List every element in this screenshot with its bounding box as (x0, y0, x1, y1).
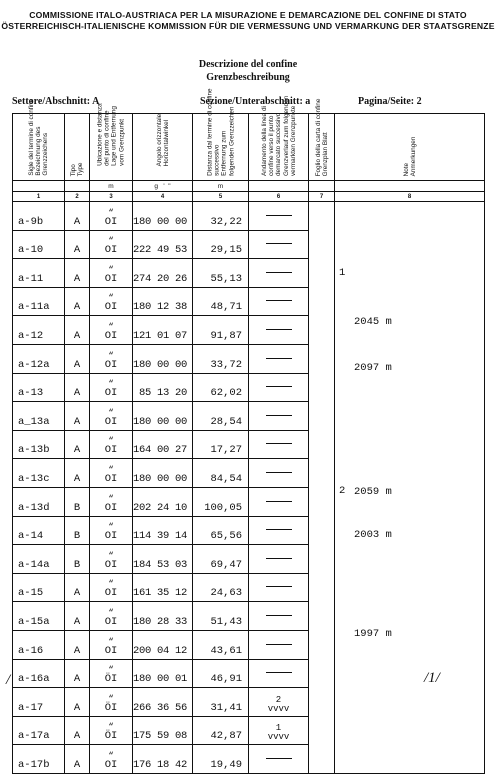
sheet-cell (309, 344, 335, 373)
sector-value: A (92, 96, 100, 107)
notes-cell (335, 430, 485, 459)
marker-location: “ OI (90, 573, 133, 602)
marker-type: A (65, 688, 90, 717)
marker-id: a-15 (13, 573, 65, 602)
page-value: 2 (416, 96, 422, 107)
marker-id: a_13a (13, 402, 65, 431)
table-row (13, 202, 485, 231)
table-row (13, 316, 485, 345)
marker-location: “ OI (90, 344, 133, 373)
marker-id: a-16 (13, 630, 65, 659)
sheet-cell (309, 202, 335, 231)
distance-value: 28,54 (193, 402, 249, 431)
boundary-course (249, 487, 309, 516)
marker-id: a-13b (13, 430, 65, 459)
marker-id: a-14a (13, 545, 65, 574)
boundary-course (249, 287, 309, 316)
horizontal-angle: 222 49 53 (133, 230, 193, 259)
column-header-type: Tipo Type (65, 114, 90, 181)
marker-location: “ OI (90, 202, 133, 231)
horizontal-angle: 184 53 03 (133, 545, 193, 574)
note-elevation: 2045 m (354, 316, 392, 328)
boundary-course (249, 545, 309, 574)
marker-location: “ OI (90, 316, 133, 345)
marker-location: “ ÖI (90, 688, 133, 717)
marker-id: a-11 (13, 259, 65, 288)
sheet-cell (309, 630, 335, 659)
marker-location: “ OI (90, 487, 133, 516)
document-title-it: Descrizione del confine (198, 59, 298, 70)
column-header-location: Ubicazione e distanza del punto di confine Lage und Entfernung vom Grenzpunkt (90, 114, 133, 181)
marker-id: a-13d (13, 487, 65, 516)
distance-value: 48,71 (193, 287, 249, 316)
marker-type: A (65, 459, 90, 488)
sheet-number: 2 (339, 485, 346, 497)
marker-type: A (65, 630, 90, 659)
horizontal-angle: 180 00 01 (133, 659, 193, 688)
notes-cell (335, 545, 485, 574)
marker-id: a-10 (13, 230, 65, 259)
marker-location: “ OI (90, 287, 133, 316)
page-label: Pagina/Seite: (358, 96, 415, 107)
table-row (13, 745, 485, 774)
distance-value: 32,22 (193, 202, 249, 231)
table-row (13, 402, 485, 431)
table-row (13, 716, 485, 745)
marker-location: “ OI (90, 373, 133, 402)
marker-id: a-17 (13, 688, 65, 717)
column-header-course: Andamento della linea di confine verso il punto demarcato successivo Grenzverlauf zum folgenden vermarkten Grenzpunkte (249, 114, 309, 181)
boundary-course (249, 659, 309, 688)
marker-type: A (65, 659, 90, 688)
subsector-label: Sezione/Unterabschnitt: (200, 96, 303, 107)
marker-id: a-17b (13, 745, 65, 774)
table-row (13, 659, 485, 688)
notes-cell (335, 602, 485, 631)
marker-type: A (65, 373, 90, 402)
marker-id: a-12a (13, 344, 65, 373)
boundary-course (249, 459, 309, 488)
distance-value: 31,41 (193, 688, 249, 717)
sheet-cell (309, 316, 335, 345)
marker-type: A (65, 259, 90, 288)
notes-cell (335, 202, 485, 231)
notes-cell (335, 659, 485, 688)
marker-location: “ OI (90, 745, 133, 774)
distance-value: 62,02 (193, 373, 249, 402)
sheet-cell (309, 602, 335, 631)
horizontal-angle: 175 59 08 (133, 716, 193, 745)
marker-location: “ OI (90, 402, 133, 431)
units-row (13, 181, 485, 192)
notes-cell (335, 688, 485, 717)
sheet-cell (309, 259, 335, 288)
notes-cell (335, 745, 485, 774)
unit-location: m (90, 181, 133, 192)
marker-id: a-13c (13, 459, 65, 488)
sheet-cell (309, 430, 335, 459)
sector-field (12, 96, 99, 107)
distance-value: 84,54 (193, 459, 249, 488)
column-header-distance: Distanza dal termine di confine successivo Entfernung zum folgenden Grenzzeichen (193, 114, 249, 181)
marker-type: A (65, 745, 90, 774)
marker-id: a-13 (13, 373, 65, 402)
page-field (358, 96, 422, 107)
marker-location: “ OI (90, 459, 133, 488)
marker-location: “ OI (90, 230, 133, 259)
commission-title-de: ÖSTERREICHISCH-ITALIENISCHE KOMMISSION FÜR DIE VERMESSUNG UND VERMARKUNG DER STAATSGRENZE (1, 21, 495, 31)
boundary-course (249, 630, 309, 659)
marker-type: A (65, 430, 90, 459)
marker-location: “ ÖI (90, 659, 133, 688)
distance-value: 17,27 (193, 430, 249, 459)
sheet-cell (309, 688, 335, 717)
boundary-course (249, 573, 309, 602)
table-row (13, 287, 485, 316)
column-header-sheet: Foglio della carta di confine Grenzplan Blatt (309, 114, 335, 181)
column-header-angle: Angolo orizzontale Horizontalwinkel (133, 114, 193, 181)
marker-id: a-11a (13, 287, 65, 316)
horizontal-angle: 274 20 26 (133, 259, 193, 288)
notes-cell (335, 459, 485, 488)
distance-value: 29,15 (193, 230, 249, 259)
boundary-course (249, 402, 309, 431)
distance-value: 55,13 (193, 259, 249, 288)
distance-value: 69,47 (193, 545, 249, 574)
marker-id: a-12 (13, 316, 65, 345)
marker-location: “ OI (90, 430, 133, 459)
horizontal-angle: 200 04 12 (133, 630, 193, 659)
marker-location: “ OI (90, 602, 133, 631)
marker-type: A (65, 287, 90, 316)
column-numbers-row: 1 2 3 4 5 6 7 8 (13, 192, 485, 202)
boundary-course (249, 259, 309, 288)
boundary-course: 1 vvvv (249, 716, 309, 745)
boundary-course (249, 202, 309, 231)
marker-type: B (65, 545, 90, 574)
notes-cell (335, 373, 485, 402)
column-header-notes: Note Anmerkungen (335, 114, 485, 181)
distance-value: 91,87 (193, 316, 249, 345)
distance-value: 51,43 (193, 602, 249, 631)
boundary-course (249, 316, 309, 345)
sheet-cell (309, 573, 335, 602)
marker-location: “ OI (90, 516, 133, 545)
sheet-cell (309, 716, 335, 745)
distance-value: 100,05 (193, 487, 249, 516)
horizontal-angle: 164 00 27 (133, 430, 193, 459)
horizontal-angle: 180 00 00 (133, 344, 193, 373)
marker-id: a-17a (13, 716, 65, 745)
horizontal-angle: 180 12 38 (133, 287, 193, 316)
boundary-course (249, 430, 309, 459)
distance-value: 42,87 (193, 716, 249, 745)
boundary-course: 2 vvvv (249, 688, 309, 717)
horizontal-angle: 180 00 00 (133, 202, 193, 231)
marker-type: A (65, 316, 90, 345)
horizontal-angle: 121 01 07 (133, 316, 193, 345)
distance-value: 24,63 (193, 573, 249, 602)
boundary-course (249, 745, 309, 774)
marker-location: “ OI (90, 259, 133, 288)
sheet-number: 1 (339, 267, 346, 279)
horizontal-angle: 180 00 00 (133, 402, 193, 431)
horizontal-angle: 85 13 20 (133, 373, 193, 402)
notes-cell (335, 259, 485, 288)
sheet-cell (309, 402, 335, 431)
marker-type: B (65, 487, 90, 516)
distance-value: 46,91 (193, 659, 249, 688)
note-elevation: 2003 m (354, 529, 392, 541)
notes-cell (335, 402, 485, 431)
marker-location: “ OI (90, 630, 133, 659)
commission-title-it: COMMISSIONE ITALO-AUSTRIACA PER LA MISURAZIONE E DEMARCAZIONE DEL CONFINE DI STATO (29, 10, 467, 20)
table-row (13, 230, 485, 259)
marker-location: “ ÖI (90, 716, 133, 745)
notes-cell (335, 287, 485, 316)
table-row (13, 573, 485, 602)
horizontal-angle: 114 39 14 (133, 516, 193, 545)
sheet-cell (309, 459, 335, 488)
distance-value: 43,61 (193, 630, 249, 659)
marker-type: A (65, 402, 90, 431)
note-elevation: 1997 m (354, 628, 392, 640)
sector-label: Settore/Abschnitt: (12, 96, 91, 107)
sheet-cell (309, 287, 335, 316)
subsector-value: a (305, 96, 311, 107)
sheet-cell (309, 659, 335, 688)
table-row (13, 545, 485, 574)
sheet-cell (309, 545, 335, 574)
horizontal-angle: 202 24 10 (133, 487, 193, 516)
table-row (13, 630, 485, 659)
note-elevation: 2097 m (354, 362, 392, 374)
table-row (13, 430, 485, 459)
notes-cell (335, 230, 485, 259)
table-row (13, 344, 485, 373)
unit-angle: g ' " (133, 181, 193, 192)
horizontal-angle: 180 00 00 (133, 459, 193, 488)
marker-type: B (65, 516, 90, 545)
unit-distance: m (193, 181, 249, 192)
marker-type: A (65, 202, 90, 231)
marker-type: A (65, 344, 90, 373)
distance-value: 33,72 (193, 344, 249, 373)
sheet-cell (309, 230, 335, 259)
table-row (13, 516, 485, 545)
marker-type: A (65, 716, 90, 745)
horizontal-angle: 161 35 12 (133, 573, 193, 602)
document-title-de: Grenzbeschreibung (206, 72, 290, 83)
distance-value: 19,49 (193, 745, 249, 774)
marker-id: a-16a (13, 659, 65, 688)
marker-id: a-9b (13, 202, 65, 231)
boundary-course (249, 373, 309, 402)
table-row (13, 459, 485, 488)
horizontal-angle: 266 36 56 (133, 688, 193, 717)
marker-id: a-14 (13, 516, 65, 545)
marker-location: “ OI (90, 545, 133, 574)
sheet-cell (309, 487, 335, 516)
note-elevation: 2059 m (354, 486, 392, 498)
handwritten-mark-left: / (6, 672, 11, 688)
marker-type: A (65, 230, 90, 259)
boundary-course (249, 344, 309, 373)
marker-type: A (65, 573, 90, 602)
column-header-marker: Sigle del termine di confine Bezeichnung des Grenzzeichens (13, 114, 65, 181)
table-row (13, 688, 485, 717)
notes-cell (335, 573, 485, 602)
table-row (13, 602, 485, 631)
boundary-course (249, 516, 309, 545)
sheet-cell (309, 516, 335, 545)
table-row (13, 373, 485, 402)
marker-type: A (65, 602, 90, 631)
distance-value: 65,56 (193, 516, 249, 545)
boundary-course (249, 230, 309, 259)
boundary-course (249, 602, 309, 631)
table-row (13, 259, 485, 288)
sheet-cell (309, 373, 335, 402)
marker-id: a-15a (13, 602, 65, 631)
horizontal-angle: 180 28 33 (133, 602, 193, 631)
notes-cell (335, 716, 485, 745)
horizontal-angle: 176 18 42 (133, 745, 193, 774)
handwritten-initials: /1/ (424, 670, 440, 686)
sheet-cell (309, 745, 335, 774)
table-row (13, 487, 485, 516)
